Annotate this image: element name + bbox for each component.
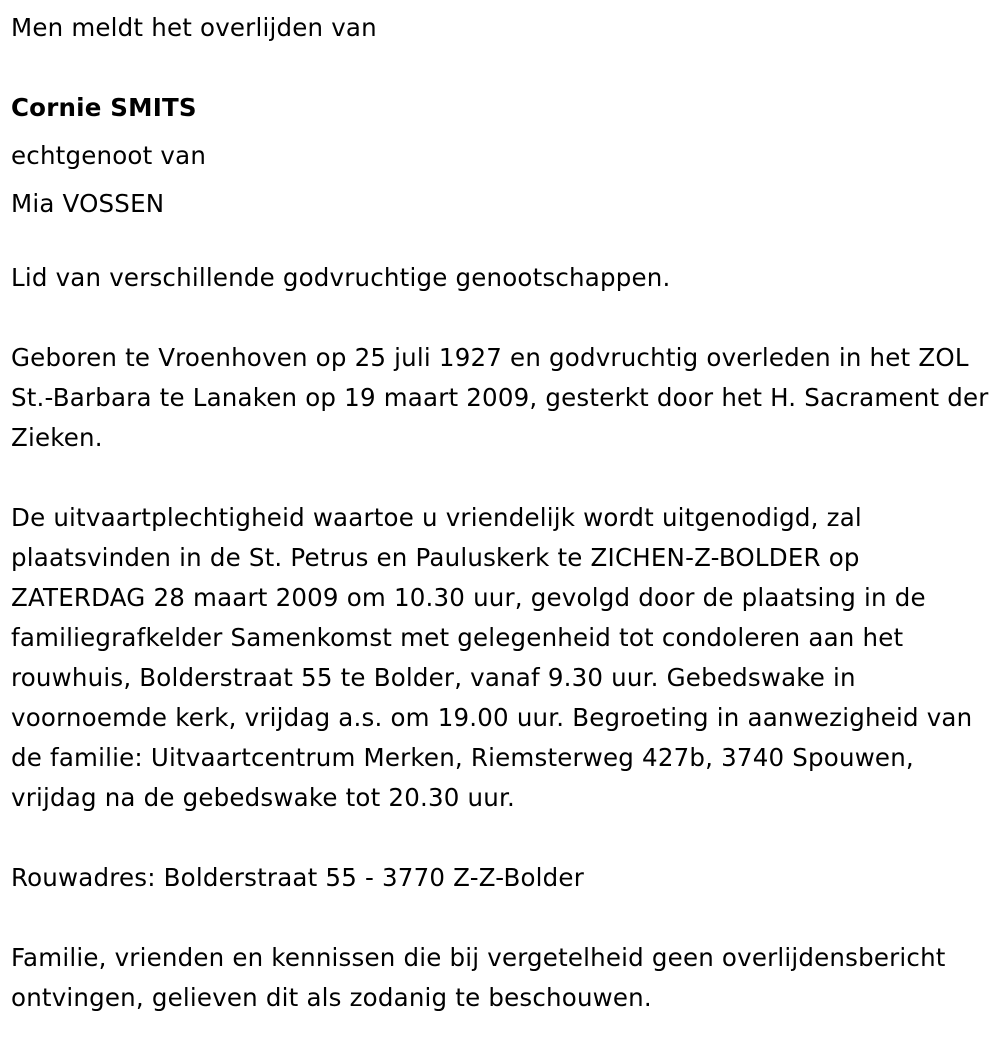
spacer xyxy=(11,458,991,498)
intro-text: Men meldt het overlijden van xyxy=(11,13,377,42)
relation-text: echtgenoot van xyxy=(11,141,207,170)
membership-paragraph: Lid van verschillende godvruchtige genootschappen. xyxy=(11,263,671,292)
spacer xyxy=(11,818,991,858)
funeral-paragraph: De uitvaartplechtigheid waartoe u vriendelijk wordt uitgenodigd, zal plaatsvinden in de St. Petrus en Pauluskerk te ZICHEN-Z-BOLDER op ZATERDAG 28 maart 2009 om 10.30 uur, gevolgd door de plaatsing in de familiegrafkelder Samenkomst met gelegenheid tot condoleren aan het rouwhuis, Bolderstraat 55 te Bolder, vanaf 9.30 uur. Gebedswake in voornoemde kerk, vrijdag a.s. om 19.00 uur. Begroeting in aanwezigheid van de familie: Uitvaartcentrum Merken, Riemsterweg 427b, 3740 Spouwen, vrijdag na de gebedswake tot 20.30 uur. xyxy=(11,503,973,812)
address-paragraph: Rouwadres: Bolderstraat 55 - 3770 Z-Z-Bolder xyxy=(11,863,584,892)
spacer xyxy=(11,298,991,338)
spacer xyxy=(11,52,991,84)
closing-paragraph: Familie, vrienden en kennissen die bij vergetelheid geen overlijdensbericht ontvingen, gelieven dit als zodanig te beschouwen. xyxy=(11,943,946,1012)
death-notice xyxy=(11,4,991,1018)
deceased-name: Cornie SMITS xyxy=(11,93,197,122)
spacer xyxy=(11,228,991,258)
spouse-name: Mia VOSSEN xyxy=(11,189,165,218)
birth-death-paragraph: Geboren te Vroenhoven op 25 juli 1927 en godvruchtig overleden in het ZOL St.-Barbara te Lanaken op 19 maart 2009, gesterkt door het H. Sacrament der Zieken. xyxy=(11,343,989,452)
spacer xyxy=(11,898,991,938)
